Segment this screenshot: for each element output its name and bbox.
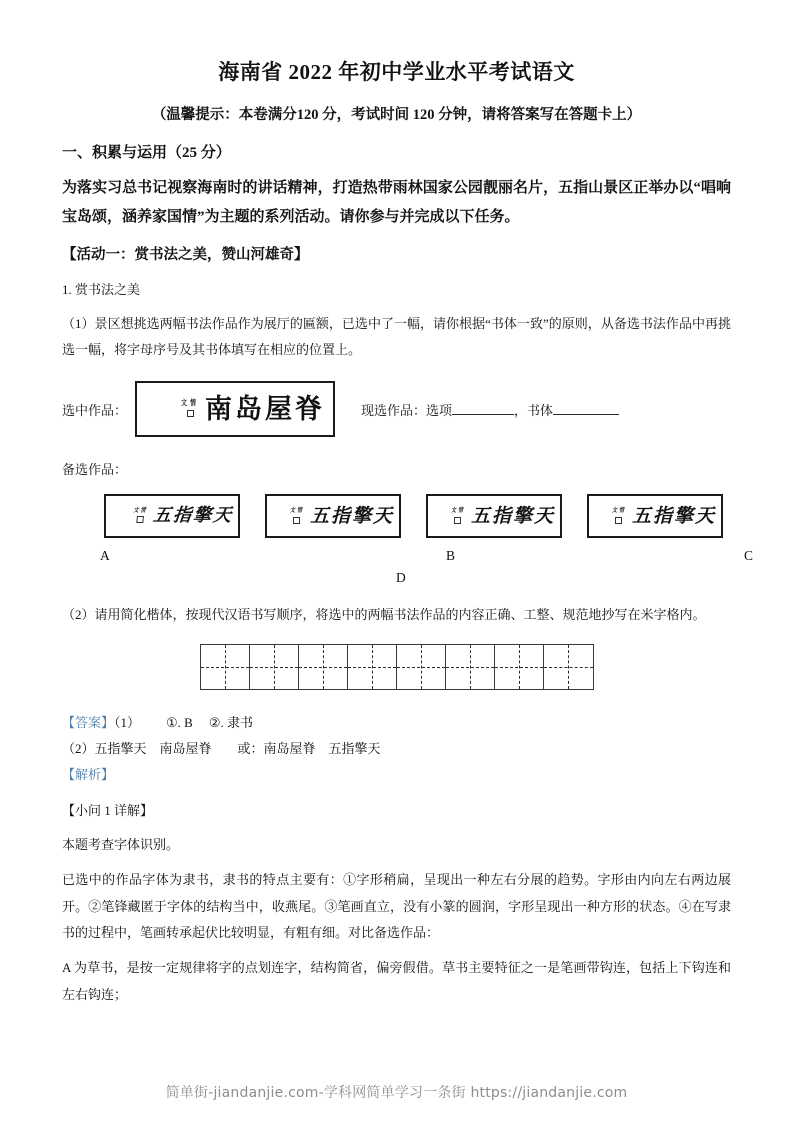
page-title: 海南省 2022 年初中学业水平考试语文 (218, 60, 575, 84)
seal-text: 文情 (611, 507, 626, 515)
option-letters-row-2 (62, 570, 731, 592)
seal-mark-icon (612, 509, 626, 524)
section-heading: 一、积累与运用（25 分） (62, 145, 231, 162)
candidate-d-text: 五指擎天 (631, 504, 716, 527)
answer-part1-label: （1） (114, 715, 141, 731)
analysis-paragraph-2: A 为草书，是按一定规律将字的点划连字，结构简省，偏旁假借。草书主要特征之一是笔画带钩连，包括上下钩连和左右钩连； (62, 959, 731, 1002)
seal-mark-icon (132, 509, 148, 524)
seal-text: 文情 (181, 399, 200, 409)
selected-work-row (62, 363, 731, 437)
writing-grid-wrapper (62, 628, 731, 690)
seal-stamp-icon (136, 517, 144, 524)
answer-line-1 (62, 710, 731, 736)
seal-mark-icon (181, 401, 199, 417)
option-blank-input[interactable] (452, 402, 514, 415)
candidate-c-text: 五指擎天 (470, 504, 555, 527)
writing-grid-cell[interactable] (250, 645, 299, 689)
option-letters-row-1 (62, 538, 754, 570)
seal-stamp-icon (187, 410, 194, 417)
answer-tag: 【答案】 (62, 715, 115, 731)
answer-block (62, 690, 731, 788)
writing-grid[interactable] (200, 644, 594, 690)
analysis-intro: 本题考查字体识别。 (62, 837, 180, 853)
seal-mark-icon (290, 509, 304, 524)
seal-stamp-icon (615, 517, 622, 524)
answer-line-2: （2）五指擎天 南岛屋脊 或：南岛屋脊 五指擎天 (62, 741, 381, 757)
option-letter-c: C (744, 548, 754, 564)
writing-grid-cell[interactable] (348, 645, 397, 689)
candidate-b-text: 五指擎天 (309, 504, 394, 527)
candidate-options-row (62, 478, 731, 538)
candidate-option-a[interactable] (104, 494, 240, 538)
writing-grid-cell[interactable] (446, 645, 495, 689)
answer-fill-in-row (361, 400, 619, 419)
question-number: 1. 赏书法之美 (62, 282, 141, 298)
candidate-option-d[interactable] (587, 494, 723, 538)
seal-stamp-icon (293, 517, 300, 524)
writing-grid-cell[interactable] (495, 645, 544, 689)
seal-text: 文情 (289, 507, 304, 515)
option-letter-b: B (446, 548, 456, 564)
now-select-prefix: 现选作品：选项 (361, 402, 453, 418)
writing-grid-cell[interactable] (544, 645, 593, 689)
seal-stamp-icon (454, 517, 461, 524)
answer-part1-item2: ②. 隶书 (208, 715, 254, 731)
candidates-label: 备选作品： (62, 462, 128, 478)
selected-calligraphy-text: 南岛屋脊 (205, 393, 326, 425)
writing-grid-cell[interactable] (299, 645, 348, 689)
question-2-text: （2）请用简化楷体，按现代汉语书写顺序，将选中的两幅书法作品的内容正确、工整、规范地抄写在米字格内。 (62, 607, 706, 623)
style-blank-input[interactable] (553, 402, 619, 415)
seal-text: 文情 (450, 507, 465, 515)
candidate-option-c[interactable] (426, 494, 562, 538)
analysis-paragraph-1: 已选中的作品字体为隶书，隶书的特点主要有：①字形稍扁，呈现出一种左右分展的趋势。字形由内向左右两边展开。②笔锋藏匿于字体的结构当中，收燕尾。③笔画直立，没有小篆的圆润，字形呈现出一种方形的状态。④在写隶书的过程中，笔画转承起伏比较明显，有粗有细。对比备选作品： (62, 872, 731, 941)
candidate-a-text: 五指擎天 (151, 505, 235, 527)
now-select-middle: ，书体 (514, 402, 554, 418)
selected-calligraphy-image (135, 381, 335, 437)
option-letter-a: A (100, 548, 110, 564)
activity-heading: 【活动一：赏书法之美，赞山河雄奇】 (62, 246, 309, 263)
seal-mark-icon (451, 509, 465, 524)
lead-paragraph: 为落实习总书记视察海南时的讲话精神，打造热带雨林国家公园靓丽名片，五指山景区正举办以“唱响宝岛颂，涵养家国情”为主题的系列活动。请你参与并完成以下任务。 (62, 180, 731, 226)
writing-grid-cell[interactable] (397, 645, 446, 689)
writing-grid-cell[interactable] (201, 645, 250, 689)
seal-text: 文情 (133, 507, 148, 515)
candidate-option-b[interactable] (265, 494, 401, 538)
selected-work-label: 选中作品： (62, 402, 128, 418)
footer-watermark: 简单街-jiandanjie.com-学科网简单学习一条街 https://jiandanjie.com (165, 1085, 628, 1101)
answer-part1-item1: ①. B (166, 715, 193, 731)
question-1-text: （1）景区想挑选两幅书法作品作为展厅的匾额，已选中了一幅，请你根据“书体一致”的原则，从备选书法作品中再挑选一幅，将字母序号及其书体填写在相应的位置上。 (62, 316, 731, 358)
analysis-tag: 【解析】 (62, 767, 115, 783)
option-letter-d: D (396, 570, 406, 586)
analysis-sub-heading: 【小问 1 详解】 (62, 803, 154, 819)
exam-notice: （温馨提示：本卷满分120 分，考试时间 120 分钟，请将答案写在答题卡上） (151, 107, 642, 124)
